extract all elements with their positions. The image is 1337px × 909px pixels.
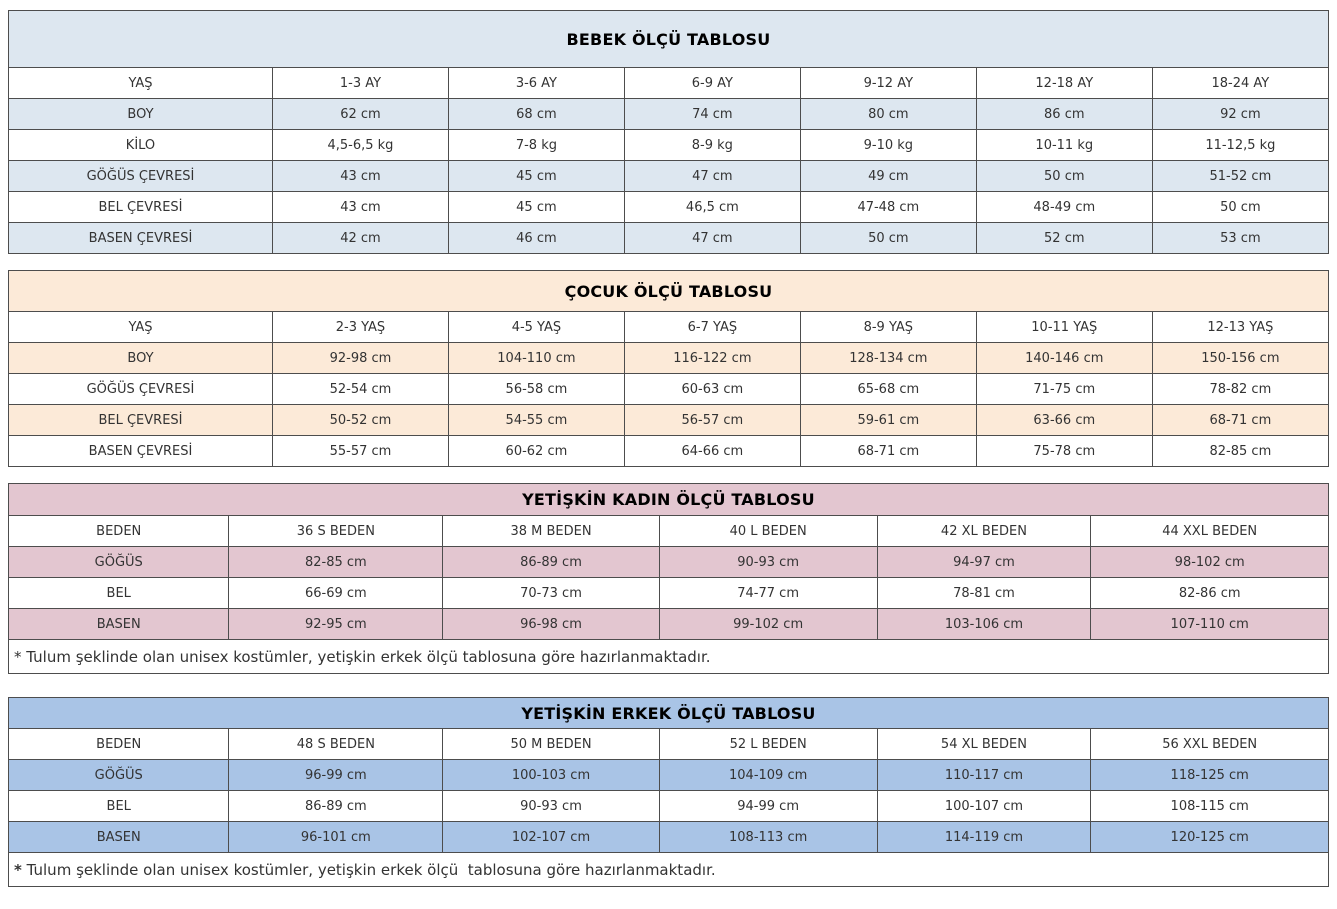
value-cell: 110-117 cm	[877, 760, 1091, 791]
value-cell: 66-69 cm	[229, 578, 443, 609]
row-label-cell: YAŞ	[9, 68, 273, 99]
adult-women-size-table	[8, 483, 1329, 674]
value-cell: 36 S BEDEN	[229, 516, 443, 547]
table-row	[9, 791, 1329, 822]
table-row	[9, 516, 1329, 547]
footnote-marker: *	[14, 860, 22, 879]
value-cell: 108-113 cm	[659, 822, 877, 853]
row-label-cell: BASEN	[9, 609, 229, 640]
value-cell: 103-106 cm	[877, 609, 1091, 640]
value-cell: 56-57 cm	[624, 405, 800, 436]
value-cell: 60-62 cm	[448, 436, 624, 467]
value-cell: 60-63 cm	[624, 374, 800, 405]
value-cell: 68 cm	[448, 99, 624, 130]
value-cell: 63-66 cm	[976, 405, 1152, 436]
value-cell: 50 cm	[1152, 192, 1328, 223]
value-cell: 94-97 cm	[877, 547, 1091, 578]
row-label-cell: GÖĞÜS ÇEVRESİ	[9, 161, 273, 192]
value-cell: 54 XL BEDEN	[877, 729, 1091, 760]
table-footnote-row	[9, 853, 1329, 887]
value-cell: 86-89 cm	[229, 791, 443, 822]
value-cell: 90-93 cm	[659, 547, 877, 578]
value-cell: 96-101 cm	[229, 822, 443, 853]
value-cell: 140-146 cm	[976, 343, 1152, 374]
footnote-text: Tulum şeklinde olan unisex kostümler, yetişkin erkek ölçü tablosuna göre hazırlanmaktadır.	[21, 647, 711, 666]
table-row	[9, 312, 1329, 343]
value-cell: 62 cm	[272, 99, 448, 130]
value-cell: 12-13 YAŞ	[1152, 312, 1328, 343]
value-cell: 99-102 cm	[659, 609, 877, 640]
value-cell: 118-125 cm	[1091, 760, 1329, 791]
value-cell: 51-52 cm	[1152, 161, 1328, 192]
value-cell: 56-58 cm	[448, 374, 624, 405]
value-cell: 46,5 cm	[624, 192, 800, 223]
table-title: YETİŞKİN ERKEK ÖLÇÜ TABLOSU	[9, 698, 1329, 729]
table-title: BEBEK ÖLÇÜ TABLOSU	[9, 11, 1329, 68]
value-cell: 10-11 kg	[976, 130, 1152, 161]
table-row	[9, 192, 1329, 223]
value-cell: 68-71 cm	[1152, 405, 1328, 436]
adult-men-size-table	[8, 697, 1329, 887]
table-row	[9, 374, 1329, 405]
footnote-marker: *	[14, 647, 22, 666]
table-row	[9, 436, 1329, 467]
value-cell: 54-55 cm	[448, 405, 624, 436]
value-cell: 53 cm	[1152, 223, 1328, 254]
table-title: ÇOCUK ÖLÇÜ TABLOSU	[9, 271, 1329, 312]
value-cell: 7-8 kg	[448, 130, 624, 161]
value-cell: 43 cm	[272, 161, 448, 192]
value-cell: 18-24 AY	[1152, 68, 1328, 99]
value-cell: 128-134 cm	[800, 343, 976, 374]
row-label-cell: BEL ÇEVRESİ	[9, 192, 273, 223]
value-cell: 12-18 AY	[976, 68, 1152, 99]
value-cell: 86 cm	[976, 99, 1152, 130]
table-row	[9, 729, 1329, 760]
value-cell: 6-7 YAŞ	[624, 312, 800, 343]
value-cell: 47-48 cm	[800, 192, 976, 223]
baby-size-table-grid	[8, 10, 1329, 254]
value-cell: 96-98 cm	[443, 609, 659, 640]
value-cell: 40 L BEDEN	[659, 516, 877, 547]
child-size-table	[8, 270, 1329, 467]
value-cell: 49 cm	[800, 161, 976, 192]
value-cell: 43 cm	[272, 192, 448, 223]
value-cell: 52 L BEDEN	[659, 729, 877, 760]
value-cell: 42 cm	[272, 223, 448, 254]
value-cell: 9-10 kg	[800, 130, 976, 161]
value-cell: 78-82 cm	[1152, 374, 1328, 405]
value-cell: 8-9 YAŞ	[800, 312, 976, 343]
value-cell: 98-102 cm	[1091, 547, 1329, 578]
value-cell: 114-119 cm	[877, 822, 1091, 853]
table-row	[9, 68, 1329, 99]
value-cell: 90-93 cm	[443, 791, 659, 822]
value-cell: 11-12,5 kg	[1152, 130, 1328, 161]
table-body	[9, 729, 1329, 853]
adult-women-size-table-grid	[8, 483, 1329, 674]
table-body	[9, 516, 1329, 640]
row-label-cell: BASEN ÇEVRESİ	[9, 436, 273, 467]
value-cell: 120-125 cm	[1091, 822, 1329, 853]
table-row	[9, 161, 1329, 192]
value-cell: 92-98 cm	[272, 343, 448, 374]
value-cell: 150-156 cm	[1152, 343, 1328, 374]
value-cell: 52 cm	[976, 223, 1152, 254]
table-row	[9, 760, 1329, 791]
value-cell: 64-66 cm	[624, 436, 800, 467]
row-label-cell: YAŞ	[9, 312, 273, 343]
value-cell: 82-86 cm	[1091, 578, 1329, 609]
value-cell: 47 cm	[624, 161, 800, 192]
value-cell: 4-5 YAŞ	[448, 312, 624, 343]
value-cell: 50-52 cm	[272, 405, 448, 436]
value-cell: 56 XXL BEDEN	[1091, 729, 1329, 760]
value-cell: 52-54 cm	[272, 374, 448, 405]
value-cell: 80 cm	[800, 99, 976, 130]
value-cell: 45 cm	[448, 161, 624, 192]
value-cell: 59-61 cm	[800, 405, 976, 436]
value-cell: 107-110 cm	[1091, 609, 1329, 640]
value-cell: 6-9 AY	[624, 68, 800, 99]
table-row	[9, 609, 1329, 640]
value-cell: 44 XXL BEDEN	[1091, 516, 1329, 547]
value-cell: 65-68 cm	[800, 374, 976, 405]
value-cell: 1-3 AY	[272, 68, 448, 99]
value-cell: 82-85 cm	[229, 547, 443, 578]
value-cell: 104-109 cm	[659, 760, 877, 791]
row-label-cell: BOY	[9, 343, 273, 374]
value-cell: 2-3 YAŞ	[272, 312, 448, 343]
table-title-row	[9, 698, 1329, 729]
row-label-cell: BEL ÇEVRESİ	[9, 405, 273, 436]
row-label-cell: BEL	[9, 578, 229, 609]
value-cell: 100-103 cm	[443, 760, 659, 791]
table-row	[9, 223, 1329, 254]
value-cell: 3-6 AY	[448, 68, 624, 99]
value-cell: 8-9 kg	[624, 130, 800, 161]
row-label-cell: KİLO	[9, 130, 273, 161]
value-cell: 82-85 cm	[1152, 436, 1328, 467]
value-cell: 94-99 cm	[659, 791, 877, 822]
table-row	[9, 130, 1329, 161]
row-label-cell: BEDEN	[9, 729, 229, 760]
value-cell: 102-107 cm	[443, 822, 659, 853]
value-cell: 68-71 cm	[800, 436, 976, 467]
value-cell: 50 M BEDEN	[443, 729, 659, 760]
value-cell: 48 S BEDEN	[229, 729, 443, 760]
value-cell: 10-11 YAŞ	[976, 312, 1152, 343]
child-size-table-grid	[8, 270, 1329, 467]
value-cell: 104-110 cm	[448, 343, 624, 374]
baby-size-table	[8, 10, 1329, 254]
value-cell: 71-75 cm	[976, 374, 1152, 405]
value-cell: 47 cm	[624, 223, 800, 254]
value-cell: 100-107 cm	[877, 791, 1091, 822]
value-cell: 55-57 cm	[272, 436, 448, 467]
row-label-cell: BOY	[9, 99, 273, 130]
value-cell: 75-78 cm	[976, 436, 1152, 467]
value-cell: 92-95 cm	[229, 609, 443, 640]
table-body	[9, 68, 1329, 254]
value-cell: 4,5-6,5 kg	[272, 130, 448, 161]
value-cell: 9-12 AY	[800, 68, 976, 99]
value-cell: 96-99 cm	[229, 760, 443, 791]
table-title: YETİŞKİN KADIN ÖLÇÜ TABLOSU	[9, 484, 1329, 516]
row-label-cell: BEDEN	[9, 516, 229, 547]
table-row	[9, 578, 1329, 609]
row-label-cell: GÖĞÜS ÇEVRESİ	[9, 374, 273, 405]
value-cell: 74 cm	[624, 99, 800, 130]
row-label-cell: BEL	[9, 791, 229, 822]
value-cell: 42 XL BEDEN	[877, 516, 1091, 547]
table-row	[9, 405, 1329, 436]
value-cell: 86-89 cm	[443, 547, 659, 578]
adult-men-size-table-grid	[8, 697, 1329, 887]
value-cell: 78-81 cm	[877, 578, 1091, 609]
row-label-cell: BASEN	[9, 822, 229, 853]
table-title-row	[9, 271, 1329, 312]
table-body	[9, 312, 1329, 467]
table-row	[9, 99, 1329, 130]
value-cell: 70-73 cm	[443, 578, 659, 609]
value-cell: 116-122 cm	[624, 343, 800, 374]
table-row	[9, 343, 1329, 374]
row-label-cell: GÖĞÜS	[9, 547, 229, 578]
table-footnote	[9, 853, 1329, 887]
footnote-text: Tulum şeklinde olan unisex kostümler, yetişkin erkek ölçü tablosuna göre hazırlanmaktadır.	[21, 860, 716, 879]
table-footnote	[9, 640, 1329, 674]
value-cell: 74-77 cm	[659, 578, 877, 609]
table-title-row	[9, 484, 1329, 516]
value-cell: 50 cm	[800, 223, 976, 254]
value-cell: 92 cm	[1152, 99, 1328, 130]
value-cell: 46 cm	[448, 223, 624, 254]
value-cell: 50 cm	[976, 161, 1152, 192]
table-title-row	[9, 11, 1329, 68]
table-row	[9, 822, 1329, 853]
value-cell: 45 cm	[448, 192, 624, 223]
row-label-cell: GÖĞÜS	[9, 760, 229, 791]
table-row	[9, 547, 1329, 578]
table-footnote-row	[9, 640, 1329, 674]
value-cell: 48-49 cm	[976, 192, 1152, 223]
value-cell: 38 M BEDEN	[443, 516, 659, 547]
value-cell: 108-115 cm	[1091, 791, 1329, 822]
row-label-cell: BASEN ÇEVRESİ	[9, 223, 273, 254]
